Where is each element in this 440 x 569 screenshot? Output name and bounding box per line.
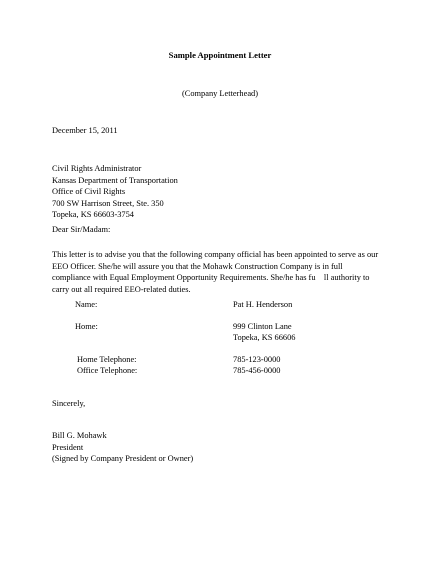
signer-title: President xyxy=(52,442,84,452)
salutation: Dear Sir/Madam: xyxy=(52,225,111,234)
recipient-line: Topeka, KS 66603-3754 xyxy=(52,210,134,219)
recipient-address xyxy=(52,163,178,221)
home-telephone-value: 785-123-0000 xyxy=(233,355,281,364)
office-telephone-value: 785-456-0000 xyxy=(233,366,281,375)
signer-note: (Signed by Company President or Owner) xyxy=(52,454,194,463)
body-line: compliance with Equal Employment Opportunity Requirements. She/he has fu ll authority to xyxy=(52,273,370,282)
body-line: EEO Officer. She/he will assure you that the Mohawk Construction Company is in full xyxy=(52,261,343,271)
letter-date: December 15, 2011 xyxy=(52,126,118,135)
signer-name: Bill G. Mohawk xyxy=(52,431,107,440)
recipient-line: 700 SW Harrison Street, Ste. 350 xyxy=(52,198,164,208)
recipient-line: Office of Civil Rights xyxy=(52,187,126,196)
letter-title: Sample Appointment Letter xyxy=(168,50,272,60)
name-value: Pat H. Henderson xyxy=(233,300,293,309)
recipient-line: Kansas Department of Transportation xyxy=(52,175,178,185)
name-label: Name: xyxy=(75,300,98,309)
body-line: carry out all required EEO-related duties. xyxy=(52,284,191,294)
recipient-line: Civil Rights Administrator xyxy=(52,164,142,173)
closing: Sincerely, xyxy=(52,399,86,408)
letterhead-placeholder: (Company Letterhead) xyxy=(181,89,259,98)
body-line: This letter is to advise you that the following company official has been appointed to serve as our xyxy=(52,250,379,259)
home-telephone-label: Home Telephone: xyxy=(77,355,137,364)
body-paragraph xyxy=(52,249,392,295)
signature-block xyxy=(52,430,193,465)
office-telephone-label: Office Telephone: xyxy=(77,366,138,375)
home-address-line: 999 Clinton Lane xyxy=(233,322,292,331)
home-label: Home: xyxy=(75,322,98,331)
home-address-line: Topeka, KS 66606 xyxy=(233,333,296,342)
